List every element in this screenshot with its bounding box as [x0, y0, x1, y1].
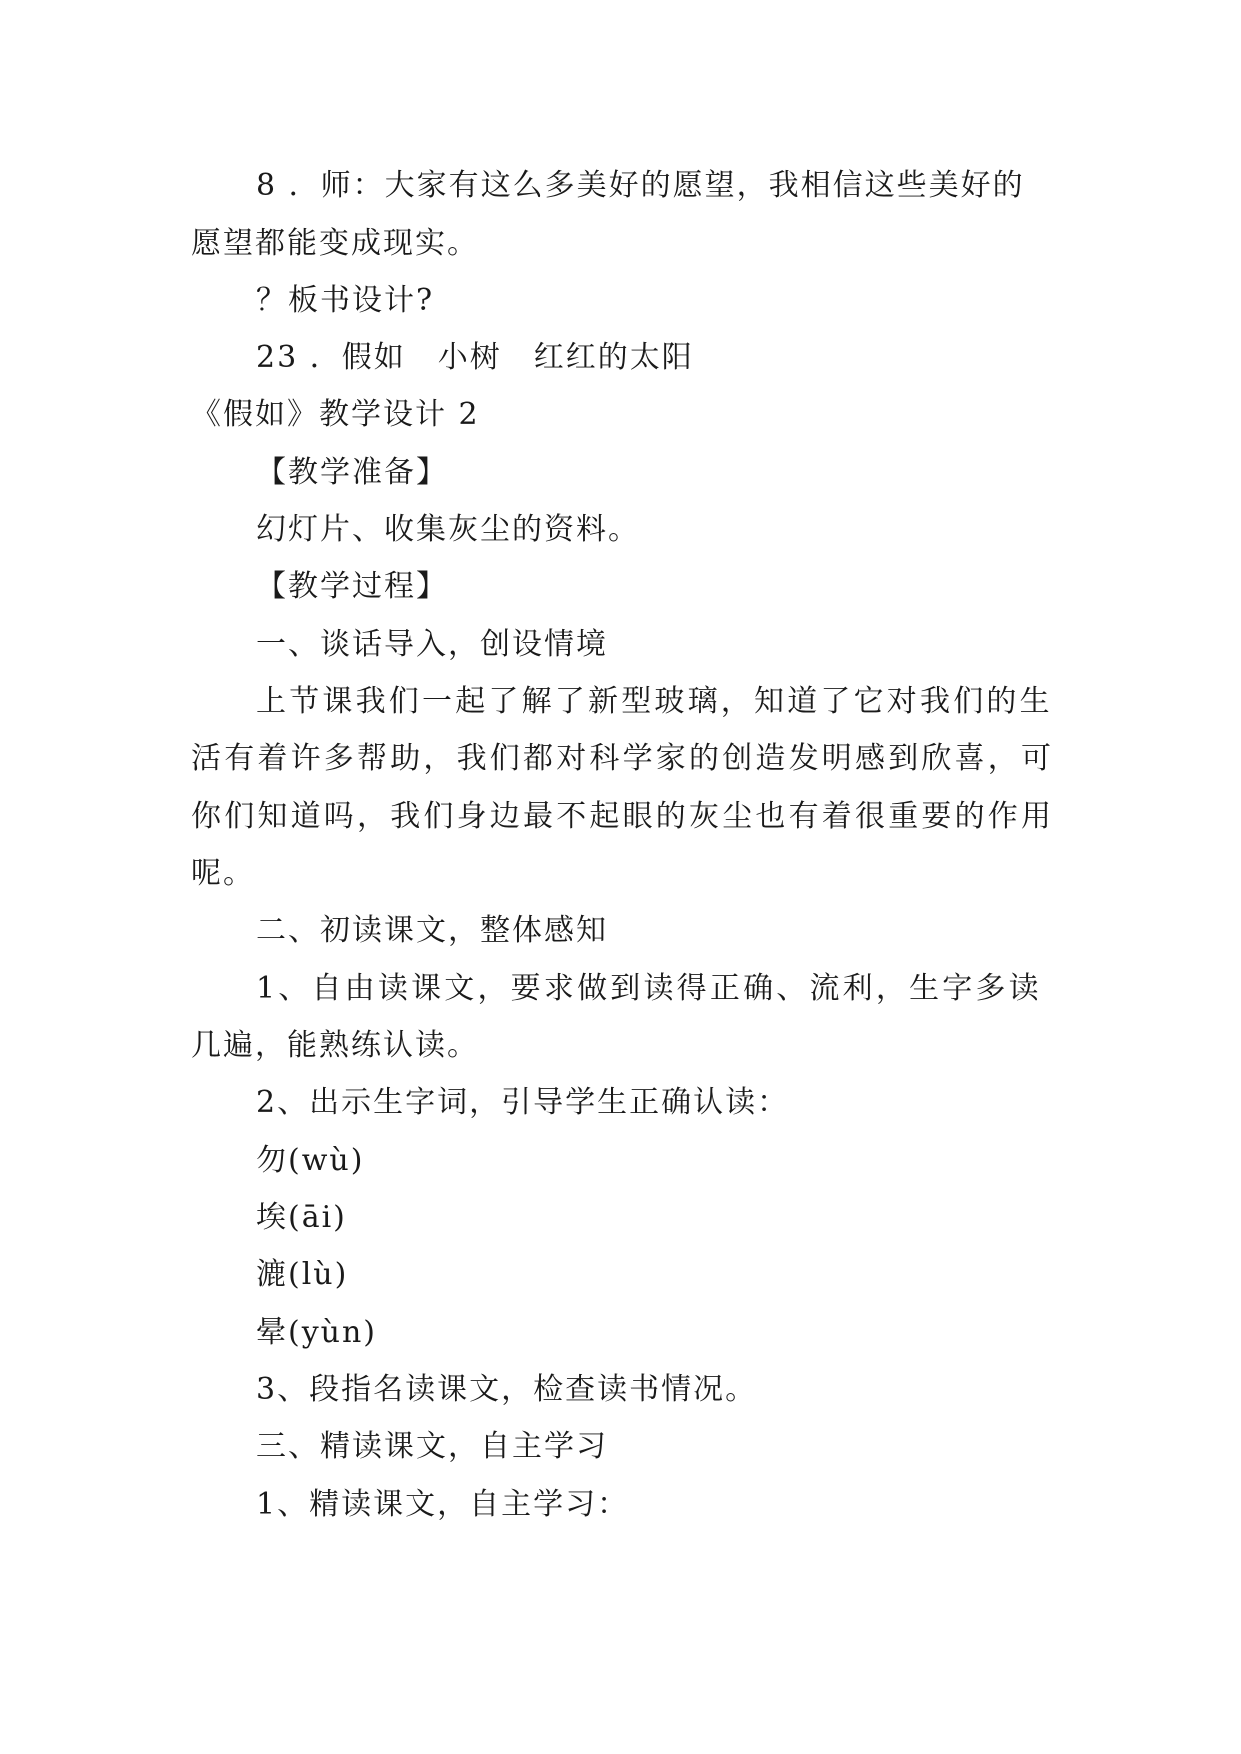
paragraph-line: 1、自由读课文，要求做到读得正确、流利，生字多读: [256, 971, 1042, 1006]
subsection-heading: 二、初读课文，整体感知: [256, 913, 608, 948]
paragraph-line: 呢。: [191, 856, 255, 891]
vocab-item: 晕(yùn): [256, 1315, 377, 1350]
vocab-item: 勿(wù): [256, 1143, 365, 1178]
subsection-heading: 一、谈话导入，创设情境: [256, 627, 608, 662]
paragraph-line: 愿望都能变成现实。: [191, 226, 479, 261]
paragraph-line: 活有着许多帮助，我们都对科学家的创造发明感到欣喜，可: [191, 741, 1055, 776]
subsection-heading: 三、精读课文，自主学习: [256, 1429, 608, 1464]
paragraph-line: 8 ．师：大家有这么多美好的愿望，我相信这些美好的: [256, 168, 1025, 203]
section-title: 《假如》教学设计 2: [191, 397, 480, 432]
paragraph-line: 1、精读课文，自主学习：: [256, 1487, 630, 1522]
board-design-heading: ？板书设计?: [256, 283, 435, 318]
section-heading: 【教学过程】: [256, 569, 448, 604]
vocab-item: 埃(āi): [256, 1200, 347, 1235]
paragraph-line: 2、出示生字词，引导学生正确认读：: [256, 1085, 790, 1120]
section-heading: 【教学准备】: [256, 455, 448, 490]
paragraph-line: 3、段指名读课文，检查读书情况。: [256, 1372, 758, 1407]
paragraph-line: 上节课我们一起了解了新型玻璃，知道了它对我们的生: [256, 684, 1053, 719]
paragraph-line: 23 ．假如 小树 红红的太阳: [256, 340, 694, 375]
paragraph-line: 你们知道吗，我们身边最不起眼的灰尘也有着很重要的作用: [191, 799, 1055, 834]
paragraph-line: 几遍，能熟练认读。: [191, 1028, 479, 1063]
paragraph-line: 幻灯片、收集灰尘的资料。: [256, 512, 640, 547]
vocab-item: 漉(lù): [256, 1257, 349, 1292]
